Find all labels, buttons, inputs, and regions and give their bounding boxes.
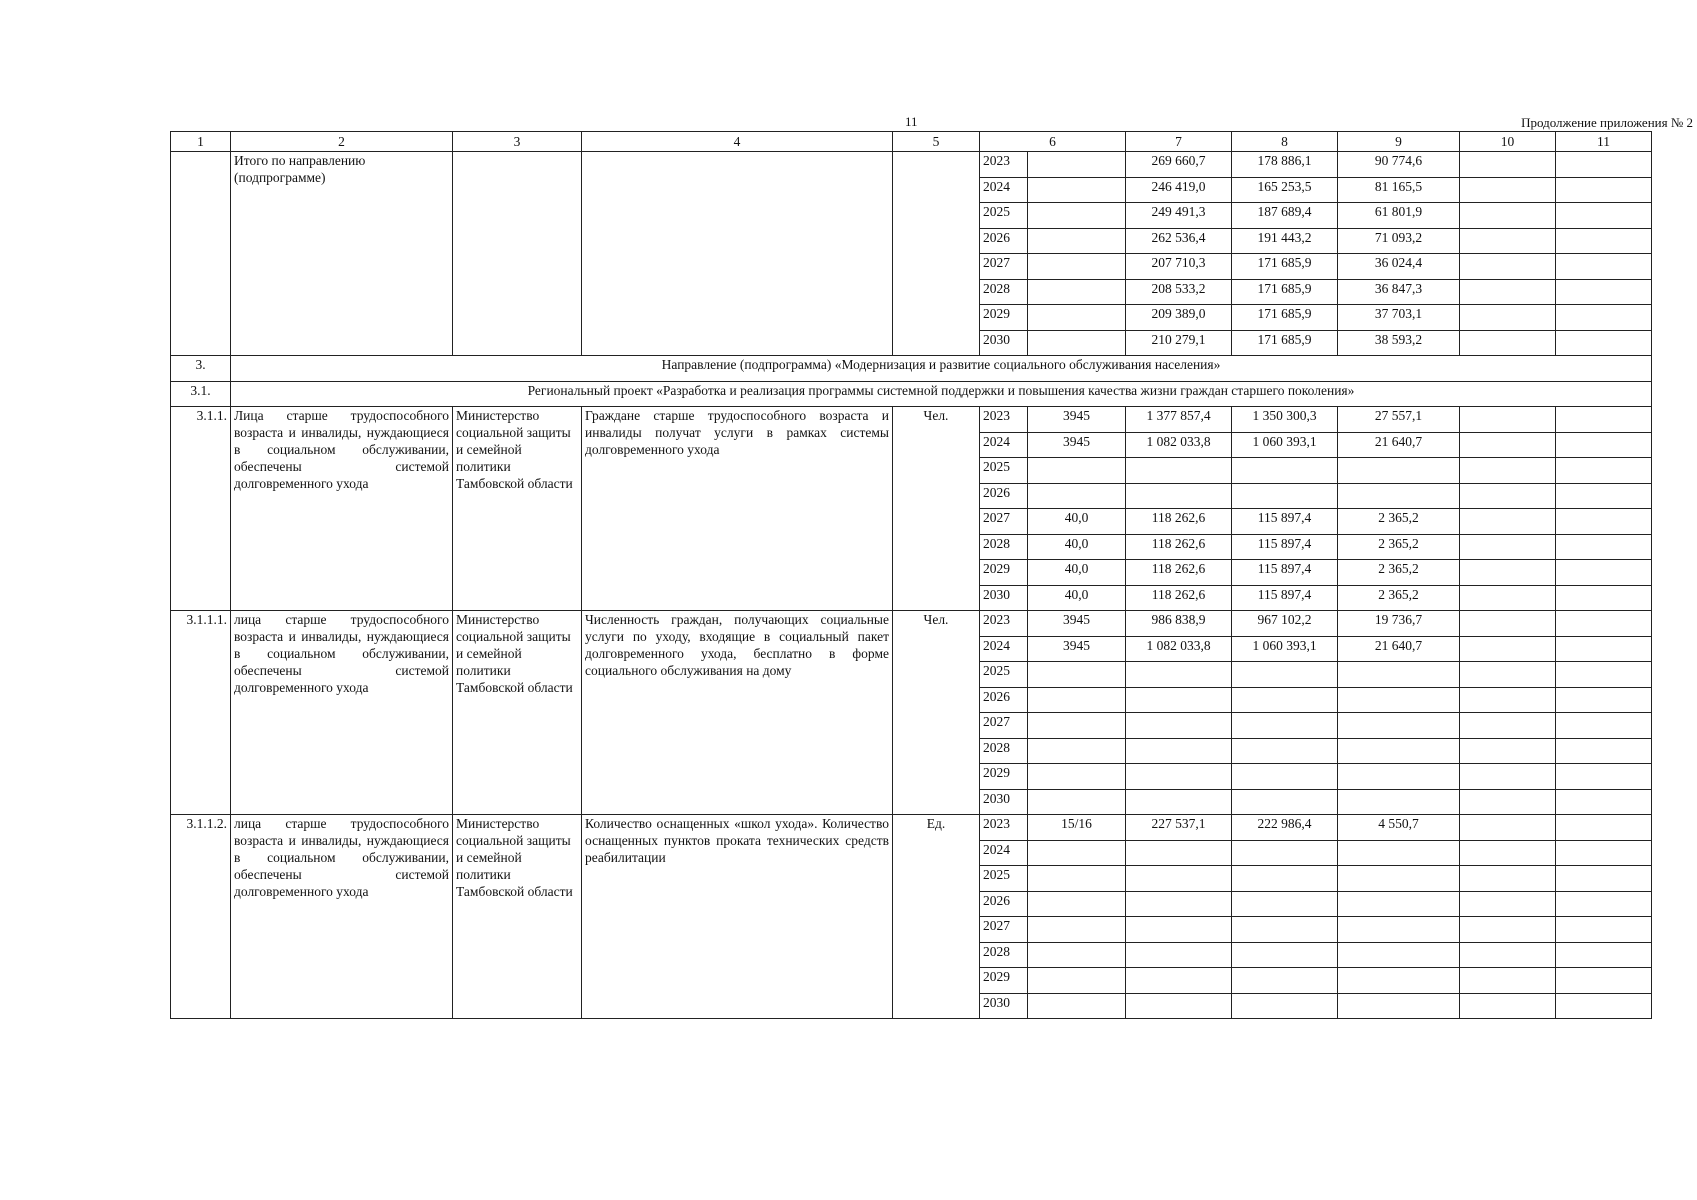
indicator-value-cell xyxy=(1028,789,1126,815)
regional-amount-cell: 36 024,4 xyxy=(1338,254,1460,280)
total-amount-cell xyxy=(1126,458,1232,484)
col-10-cell xyxy=(1460,942,1556,968)
col-11-cell xyxy=(1556,968,1652,994)
item-code: 3.1.1.1. xyxy=(171,611,231,815)
col-11-cell xyxy=(1556,917,1652,943)
indicator-value-cell xyxy=(1028,458,1126,484)
regional-amount-cell: 90 774,6 xyxy=(1338,152,1460,178)
regional-amount-cell xyxy=(1338,789,1460,815)
col-11-cell xyxy=(1556,560,1652,586)
federal-amount-cell xyxy=(1232,866,1338,892)
col-10-cell xyxy=(1460,483,1556,509)
federal-amount-cell xyxy=(1232,713,1338,739)
indicator-value-cell xyxy=(1028,993,1126,1019)
regional-amount-cell: 2 365,2 xyxy=(1338,509,1460,535)
regional-amount-cell xyxy=(1338,866,1460,892)
regional-amount-cell: 71 093,2 xyxy=(1338,228,1460,254)
federal-amount-cell xyxy=(1232,764,1338,790)
item-responsible: Министерство социальной защиты и семейной политики Тамбовской области xyxy=(453,407,582,611)
col-header: 6 xyxy=(980,132,1126,152)
year-cell: 2028 xyxy=(980,942,1028,968)
regional-amount-cell xyxy=(1338,738,1460,764)
total-amount-cell xyxy=(1126,968,1232,994)
total-amount-cell: 986 838,9 xyxy=(1126,611,1232,637)
col-header: 2 xyxy=(231,132,453,152)
indicator-value-cell xyxy=(1028,254,1126,280)
total-amount-cell xyxy=(1126,942,1232,968)
federal-amount-cell: 222 986,4 xyxy=(1232,815,1338,841)
year-cell: 2028 xyxy=(980,534,1028,560)
indicator-value-cell xyxy=(1028,305,1126,331)
section-title: Направление (подпрограмма) «Модернизация и развитие социального обслуживания населения» xyxy=(231,356,1652,382)
regional-amount-cell: 2 365,2 xyxy=(1338,560,1460,586)
total-amount-cell: 1 082 033,8 xyxy=(1126,432,1232,458)
total-amount-cell: 118 262,6 xyxy=(1126,560,1232,586)
col-10-cell xyxy=(1460,152,1556,178)
col-11-cell xyxy=(1556,891,1652,917)
indicator-value-cell: 3945 xyxy=(1028,432,1126,458)
regional-amount-cell: 4 550,7 xyxy=(1338,815,1460,841)
responsible-cell xyxy=(453,152,582,356)
indicator-value-cell xyxy=(1028,891,1126,917)
federal-amount-cell: 1 060 393,1 xyxy=(1232,636,1338,662)
regional-amount-cell xyxy=(1338,713,1460,739)
federal-amount-cell xyxy=(1232,840,1338,866)
indicator-value-cell: 3945 xyxy=(1028,611,1126,637)
year-cell: 2025 xyxy=(980,866,1028,892)
year-cell: 2028 xyxy=(980,279,1028,305)
item-target: лица старше трудоспособного возраста и инвалиды, нуждающиеся в социальном обслуживании, обеспечены системой долговременного ухода xyxy=(231,815,453,1019)
federal-amount-cell: 171 685,9 xyxy=(1232,254,1338,280)
item-result: Граждане старше трудоспособного возраста и инвалиды получат услуги в рамках системы долговременного ухода xyxy=(582,407,893,611)
year-cell: 2026 xyxy=(980,228,1028,254)
col-10-cell xyxy=(1460,713,1556,739)
indicator-value-cell: 15/16 xyxy=(1028,815,1126,841)
col-10-cell xyxy=(1460,585,1556,611)
year-cell: 2027 xyxy=(980,254,1028,280)
item-row xyxy=(171,815,1652,841)
year-cell: 2025 xyxy=(980,203,1028,229)
total-amount-cell: 227 537,1 xyxy=(1126,815,1232,841)
col-header: 9 xyxy=(1338,132,1460,152)
regional-amount-cell xyxy=(1338,458,1460,484)
regional-amount-cell: 27 557,1 xyxy=(1338,407,1460,433)
indicator-value-cell xyxy=(1028,738,1126,764)
total-amount-cell xyxy=(1126,891,1232,917)
regional-amount-cell xyxy=(1338,483,1460,509)
item-responsible: Министерство социальной защиты и семейной политики Тамбовской области xyxy=(453,815,582,1019)
col-10-cell xyxy=(1460,305,1556,331)
col-11-cell xyxy=(1556,534,1652,560)
federal-amount-cell: 115 897,4 xyxy=(1232,534,1338,560)
total-amount-cell xyxy=(1126,789,1232,815)
year-cell: 2023 xyxy=(980,152,1028,178)
col-10-cell xyxy=(1460,509,1556,535)
total-amount-cell xyxy=(1126,662,1232,688)
total-amount-cell: 209 389,0 xyxy=(1126,305,1232,331)
year-cell: 2028 xyxy=(980,738,1028,764)
column-numbers-row xyxy=(171,132,1652,152)
total-amount-cell: 210 279,1 xyxy=(1126,330,1232,356)
total-amount-cell xyxy=(1126,993,1232,1019)
col-10-cell xyxy=(1460,407,1556,433)
continuation-note: Продолжение приложения № 2 xyxy=(1521,115,1693,130)
section-code: 3.1. xyxy=(171,381,231,407)
regional-amount-cell: 37 703,1 xyxy=(1338,305,1460,331)
col-10-cell xyxy=(1460,891,1556,917)
regional-amount-cell: 36 847,3 xyxy=(1338,279,1460,305)
col-11-cell xyxy=(1556,840,1652,866)
year-cell: 2026 xyxy=(980,483,1028,509)
code-cell xyxy=(171,152,231,356)
total-amount-cell xyxy=(1126,738,1232,764)
item-result: Численность граждан, получающих социальные услуги по уходу, входящие в социальный пакет долговременного ухода, бесплатно в форме социального обслуживания на дому xyxy=(582,611,893,815)
year-cell: 2024 xyxy=(980,177,1028,203)
col-10-cell xyxy=(1460,432,1556,458)
col-11-cell xyxy=(1556,509,1652,535)
col-10-cell xyxy=(1460,228,1556,254)
indicator-value-cell: 3945 xyxy=(1028,636,1126,662)
year-cell: 2027 xyxy=(980,509,1028,535)
federal-amount-cell xyxy=(1232,968,1338,994)
col-10-cell xyxy=(1460,840,1556,866)
indicator-value-cell xyxy=(1028,330,1126,356)
indicator-value-cell xyxy=(1028,177,1126,203)
indicator-value-cell xyxy=(1028,713,1126,739)
federal-amount-cell xyxy=(1232,662,1338,688)
col-11-cell xyxy=(1556,483,1652,509)
col-11-cell xyxy=(1556,789,1652,815)
col-10-cell xyxy=(1460,611,1556,637)
year-cell: 2024 xyxy=(980,636,1028,662)
indicator-value-cell xyxy=(1028,152,1126,178)
item-target: лица старше трудоспособного возраста и инвалиды, нуждающиеся в социальном обслуживании, обеспечены системой долговременного ухода xyxy=(231,611,453,815)
year-cell: 2029 xyxy=(980,560,1028,586)
col-10-cell xyxy=(1460,203,1556,229)
indicator-value-cell xyxy=(1028,687,1126,713)
regional-amount-cell: 21 640,7 xyxy=(1338,636,1460,662)
year-cell: 2023 xyxy=(980,407,1028,433)
indicator-value-cell xyxy=(1028,483,1126,509)
col-11-cell xyxy=(1556,636,1652,662)
col-header: 4 xyxy=(582,132,893,152)
total-amount-cell xyxy=(1126,866,1232,892)
federal-amount-cell xyxy=(1232,738,1338,764)
col-header: 5 xyxy=(893,132,980,152)
col-11-cell xyxy=(1556,279,1652,305)
col-11-cell xyxy=(1556,738,1652,764)
col-11-cell xyxy=(1556,228,1652,254)
col-10-cell xyxy=(1460,458,1556,484)
indicator-value-cell: 40,0 xyxy=(1028,509,1126,535)
page-number: 11 xyxy=(905,114,918,129)
regional-amount-cell xyxy=(1338,993,1460,1019)
indicator-value-cell xyxy=(1028,968,1126,994)
regional-amount-cell: 2 365,2 xyxy=(1338,585,1460,611)
federal-amount-cell: 115 897,4 xyxy=(1232,585,1338,611)
federal-amount-cell: 178 886,1 xyxy=(1232,152,1338,178)
col-10-cell xyxy=(1460,789,1556,815)
col-11-cell xyxy=(1556,764,1652,790)
section-code: 3. xyxy=(171,356,231,382)
regional-amount-cell xyxy=(1338,840,1460,866)
col-11-cell xyxy=(1556,942,1652,968)
total-amount-cell xyxy=(1126,764,1232,790)
col-header: 7 xyxy=(1126,132,1232,152)
col-11-cell xyxy=(1556,152,1652,178)
total-label: Итого по направлению (подпрограмме) xyxy=(231,152,453,356)
regional-amount-cell xyxy=(1338,891,1460,917)
federal-amount-cell: 171 685,9 xyxy=(1232,330,1338,356)
col-11-cell xyxy=(1556,611,1652,637)
federal-amount-cell: 1 350 300,3 xyxy=(1232,407,1338,433)
col-11-cell xyxy=(1556,458,1652,484)
year-cell: 2024 xyxy=(980,432,1028,458)
col-10-cell xyxy=(1460,636,1556,662)
total-amount-cell: 246 419,0 xyxy=(1126,177,1232,203)
col-header: 1 xyxy=(171,132,231,152)
regional-amount-cell xyxy=(1338,968,1460,994)
col-10-cell xyxy=(1460,330,1556,356)
federal-amount-cell xyxy=(1232,458,1338,484)
indicator-value-cell xyxy=(1028,662,1126,688)
federal-amount-cell xyxy=(1232,993,1338,1019)
year-cell: 2026 xyxy=(980,687,1028,713)
indicator-value-cell: 3945 xyxy=(1028,407,1126,433)
col-11-cell xyxy=(1556,815,1652,841)
program-table xyxy=(170,131,1652,1019)
col-10-cell xyxy=(1460,534,1556,560)
federal-amount-cell: 187 689,4 xyxy=(1232,203,1338,229)
item-row xyxy=(171,407,1652,433)
col-11-cell xyxy=(1556,866,1652,892)
regional-amount-cell xyxy=(1338,917,1460,943)
col-10-cell xyxy=(1460,866,1556,892)
year-cell: 2030 xyxy=(980,330,1028,356)
col-11-cell xyxy=(1556,662,1652,688)
year-cell: 2027 xyxy=(980,713,1028,739)
total-amount-cell: 118 262,6 xyxy=(1126,585,1232,611)
federal-amount-cell xyxy=(1232,891,1338,917)
col-11-cell xyxy=(1556,432,1652,458)
indicator-value-cell xyxy=(1028,203,1126,229)
total-amount-cell xyxy=(1126,687,1232,713)
year-cell: 2023 xyxy=(980,815,1028,841)
indicator-value-cell xyxy=(1028,764,1126,790)
federal-amount-cell xyxy=(1232,789,1338,815)
col-11-cell xyxy=(1556,585,1652,611)
item-unit: Ед. xyxy=(893,815,980,1019)
col-11-cell xyxy=(1556,177,1652,203)
col-header: 3 xyxy=(453,132,582,152)
item-unit: Чел. xyxy=(893,611,980,815)
total-amount-cell: 269 660,7 xyxy=(1126,152,1232,178)
year-cell: 2030 xyxy=(980,993,1028,1019)
col-11-cell xyxy=(1556,993,1652,1019)
col-10-cell xyxy=(1460,254,1556,280)
section-title: Региональный проект «Разработка и реализация программы системной поддержки и повышения качества жизни граждан старшего поколения» xyxy=(231,381,1652,407)
item-code: 3.1.1. xyxy=(171,407,231,611)
col-10-cell xyxy=(1460,687,1556,713)
year-cell: 2030 xyxy=(980,789,1028,815)
col-11-cell xyxy=(1556,713,1652,739)
federal-amount-cell: 165 253,5 xyxy=(1232,177,1338,203)
indicator-value-cell xyxy=(1028,228,1126,254)
total-amount-cell: 207 710,3 xyxy=(1126,254,1232,280)
year-cell: 2025 xyxy=(980,458,1028,484)
col-11-cell xyxy=(1556,687,1652,713)
col-10-cell xyxy=(1460,177,1556,203)
federal-amount-cell xyxy=(1232,942,1338,968)
col-11-cell xyxy=(1556,203,1652,229)
year-cell: 2029 xyxy=(980,305,1028,331)
federal-amount-cell: 171 685,9 xyxy=(1232,279,1338,305)
regional-amount-cell xyxy=(1338,687,1460,713)
col-11-cell xyxy=(1556,254,1652,280)
indicator-value-cell xyxy=(1028,942,1126,968)
federal-amount-cell xyxy=(1232,917,1338,943)
regional-amount-cell: 2 365,2 xyxy=(1338,534,1460,560)
federal-amount-cell: 1 060 393,1 xyxy=(1232,432,1338,458)
col-10-cell xyxy=(1460,560,1556,586)
federal-amount-cell: 115 897,4 xyxy=(1232,560,1338,586)
year-cell: 2023 xyxy=(980,611,1028,637)
year-cell: 2027 xyxy=(980,917,1028,943)
regional-amount-cell xyxy=(1338,942,1460,968)
total-amount-cell: 1 082 033,8 xyxy=(1126,636,1232,662)
col-11-cell xyxy=(1556,407,1652,433)
year-cell: 2029 xyxy=(980,968,1028,994)
total-amount-cell: 118 262,6 xyxy=(1126,509,1232,535)
item-target: Лица старше трудоспособного возраста и инвалиды, нуждающиеся в социальном обслуживании, обеспечены системой долговременного ухода xyxy=(231,407,453,611)
total-amount-cell: 208 533,2 xyxy=(1126,279,1232,305)
federal-amount-cell: 171 685,9 xyxy=(1232,305,1338,331)
regional-amount-cell: 61 801,9 xyxy=(1338,203,1460,229)
col-11-cell xyxy=(1556,330,1652,356)
item-unit: Чел. xyxy=(893,407,980,611)
federal-amount-cell: 115 897,4 xyxy=(1232,509,1338,535)
regional-amount-cell xyxy=(1338,764,1460,790)
col-10-cell xyxy=(1460,279,1556,305)
col-11-cell xyxy=(1556,305,1652,331)
result-cell xyxy=(582,152,893,356)
indicator-value-cell: 40,0 xyxy=(1028,560,1126,586)
regional-amount-cell: 38 593,2 xyxy=(1338,330,1460,356)
indicator-value-cell xyxy=(1028,917,1126,943)
indicator-value-cell xyxy=(1028,866,1126,892)
year-cell: 2026 xyxy=(980,891,1028,917)
total-amount-cell xyxy=(1126,840,1232,866)
indicator-value-cell: 40,0 xyxy=(1028,585,1126,611)
indicator-value-cell: 40,0 xyxy=(1028,534,1126,560)
federal-amount-cell: 967 102,2 xyxy=(1232,611,1338,637)
item-responsible: Министерство социальной защиты и семейной политики Тамбовской области xyxy=(453,611,582,815)
year-cell: 2030 xyxy=(980,585,1028,611)
unit-cell xyxy=(893,152,980,356)
total-amount-cell xyxy=(1126,917,1232,943)
total-row xyxy=(171,152,1652,178)
total-amount-cell: 118 262,6 xyxy=(1126,534,1232,560)
regional-amount-cell: 19 736,7 xyxy=(1338,611,1460,637)
col-10-cell xyxy=(1460,993,1556,1019)
col-10-cell xyxy=(1460,815,1556,841)
col-10-cell xyxy=(1460,968,1556,994)
direction-row xyxy=(171,356,1652,382)
federal-amount-cell xyxy=(1232,483,1338,509)
total-amount-cell: 1 377 857,4 xyxy=(1126,407,1232,433)
regional-amount-cell xyxy=(1338,662,1460,688)
item-result: Количество оснащенных «школ ухода». Количество оснащенных пунктов проката технических средств реабилитации xyxy=(582,815,893,1019)
project-row xyxy=(171,381,1652,407)
indicator-value-cell xyxy=(1028,840,1126,866)
year-cell: 2024 xyxy=(980,840,1028,866)
col-10-cell xyxy=(1460,764,1556,790)
col-header: 11 xyxy=(1556,132,1652,152)
col-10-cell xyxy=(1460,917,1556,943)
item-code: 3.1.1.2. xyxy=(171,815,231,1019)
col-10-cell xyxy=(1460,738,1556,764)
year-cell: 2029 xyxy=(980,764,1028,790)
item-row xyxy=(171,611,1652,637)
col-header: 8 xyxy=(1232,132,1338,152)
total-amount-cell xyxy=(1126,713,1232,739)
regional-amount-cell: 81 165,5 xyxy=(1338,177,1460,203)
col-header: 10 xyxy=(1460,132,1556,152)
col-10-cell xyxy=(1460,662,1556,688)
total-amount-cell: 262 536,4 xyxy=(1126,228,1232,254)
federal-amount-cell xyxy=(1232,687,1338,713)
regional-amount-cell: 21 640,7 xyxy=(1338,432,1460,458)
total-amount-cell xyxy=(1126,483,1232,509)
indicator-value-cell xyxy=(1028,279,1126,305)
federal-amount-cell: 191 443,2 xyxy=(1232,228,1338,254)
total-amount-cell: 249 491,3 xyxy=(1126,203,1232,229)
year-cell: 2025 xyxy=(980,662,1028,688)
